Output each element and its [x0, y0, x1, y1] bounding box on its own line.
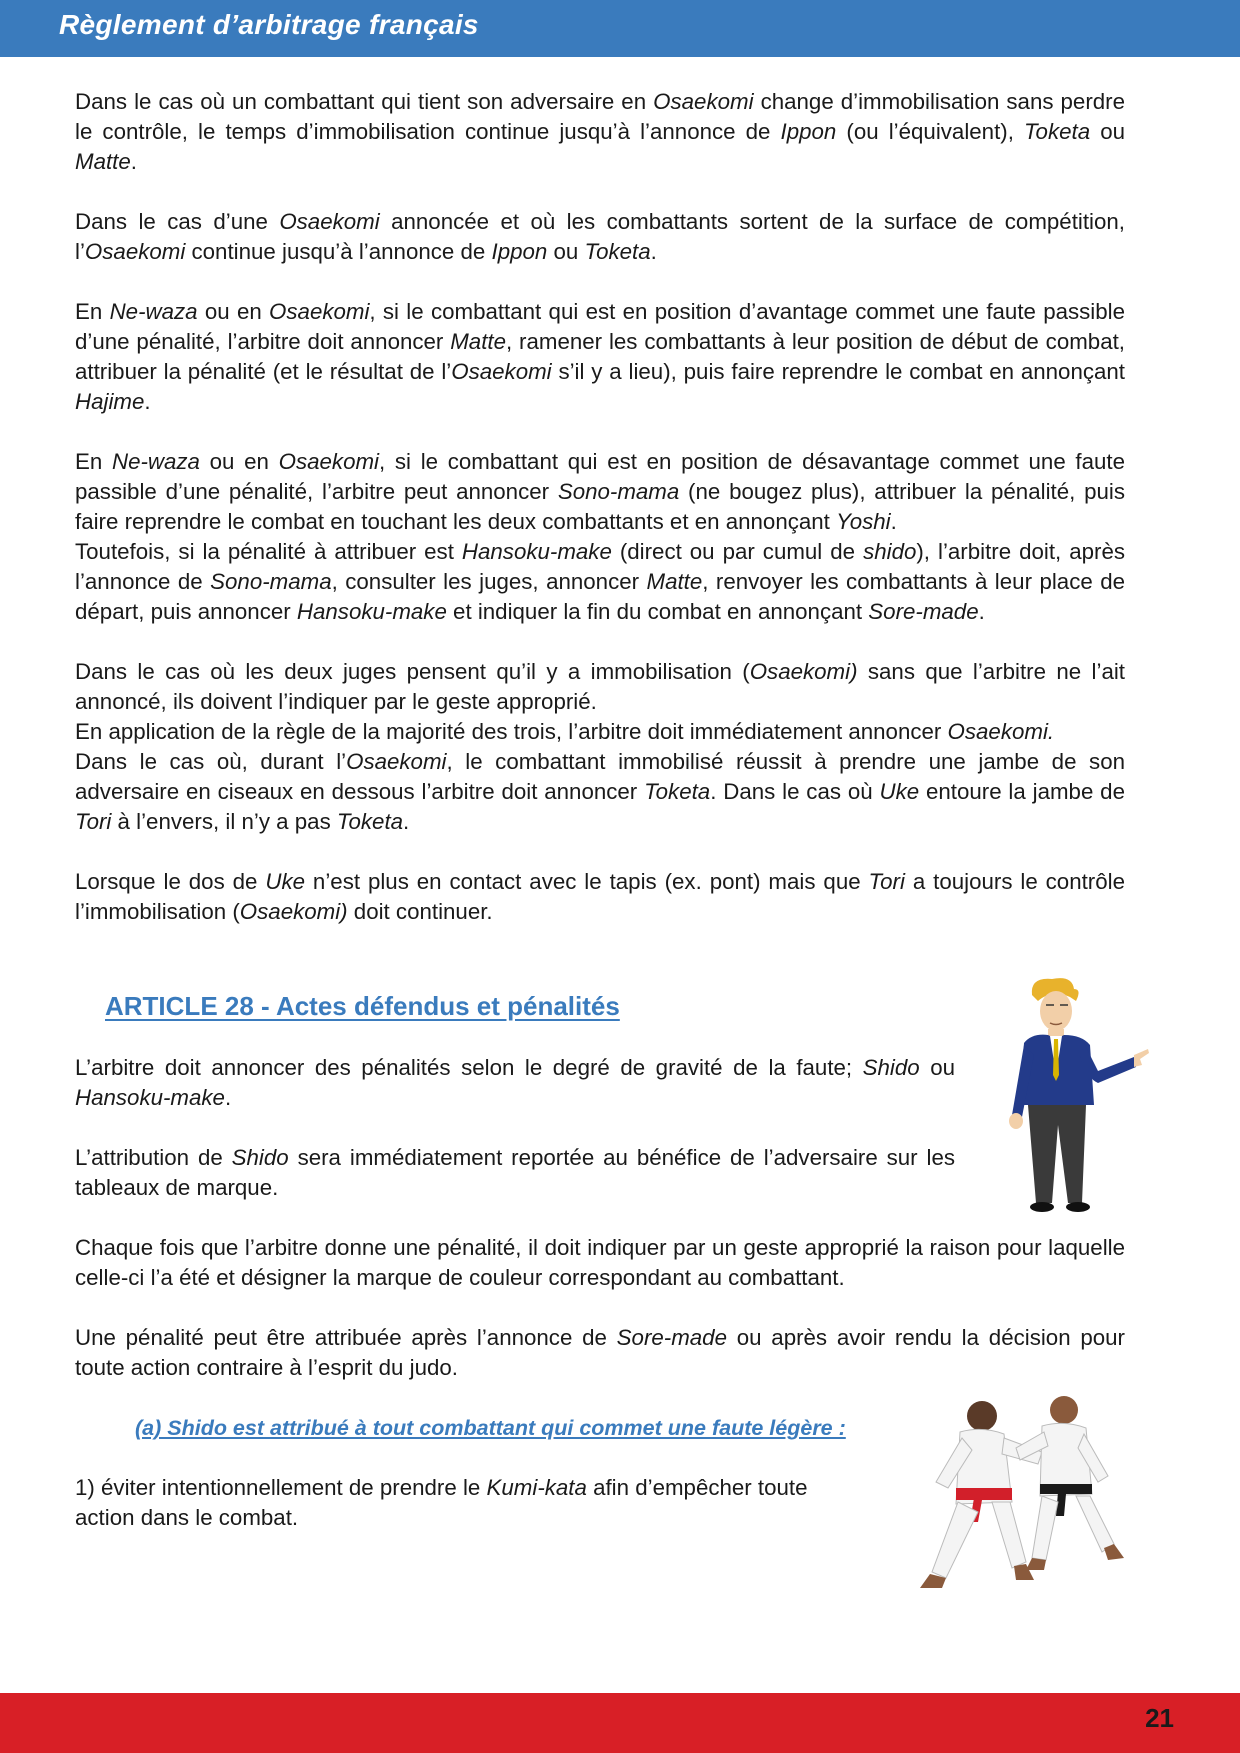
text-run: ou en	[199, 449, 279, 474]
italic-term: Hajime	[75, 389, 145, 414]
italic-term: Uke	[879, 779, 920, 804]
italic-term: Osaekomi	[84, 239, 186, 264]
paragraph	[75, 87, 1125, 177]
article-title: ARTICLE 28 - Actes défendus et pénalités	[105, 991, 620, 1021]
text-run: .	[650, 239, 657, 264]
text-run: .	[403, 809, 410, 834]
text-run: Dans le cas d’une	[75, 209, 280, 234]
italic-term: Osaekomi	[279, 209, 380, 234]
italic-term: Kumi-kata	[486, 1475, 587, 1500]
text-run: ou	[919, 1055, 955, 1080]
text-run: ou en	[197, 299, 270, 324]
paragraph	[75, 1053, 955, 1113]
subheading: (a) Shido est attribué à tout combattant qui commet une faute légère :	[135, 1416, 846, 1440]
italic-term: shido	[863, 539, 917, 564]
text-run: En application de la règle de la majorité des trois, l’arbitre doit immédiatement annoncer	[75, 719, 948, 744]
italic-term: Hansoku-make	[296, 599, 447, 624]
italic-term: Tori	[868, 869, 905, 894]
header-title: Règlement d’arbitrage français	[59, 9, 479, 40]
paragraph	[75, 1143, 955, 1203]
text-run: 1) éviter intentionnellement de prendre le	[75, 1475, 487, 1500]
text-run: doit continuer.	[347, 899, 493, 924]
text-run: Une pénalité peut être attribuée après l’annonce de	[75, 1325, 617, 1350]
text-run: ), l’arbitre doit, après l’annonce de	[75, 539, 1125, 594]
page-content	[75, 87, 1125, 1563]
italic-term: Ippon	[780, 119, 837, 144]
italic-term: Osaekomi	[653, 89, 754, 114]
paragraph	[75, 537, 1125, 627]
italic-term: Ne-waza	[109, 299, 198, 324]
italic-term: Sore-made	[868, 599, 979, 624]
italic-term: Toketa	[644, 779, 711, 804]
text-run: entoure la jambe de	[919, 779, 1125, 804]
italic-term: Osaekomi	[269, 299, 370, 324]
paragraph	[75, 657, 1125, 717]
text-run: n’est plus en contact avec le tapis (ex. pont) mais que	[305, 869, 869, 894]
italic-term: Hansoku-make	[461, 539, 612, 564]
italic-term: Matte	[450, 329, 506, 354]
text-run: annoncée et où les combattants sortent de la surface de compétition, l’	[75, 209, 1125, 264]
text-run: Dans le cas où, durant l’	[75, 749, 347, 774]
text-run: En	[75, 449, 112, 474]
text-run: . Dans le cas où	[710, 779, 880, 804]
italic-term: Matte	[75, 149, 131, 174]
italic-term: Osaekomi)	[239, 899, 348, 924]
text-run: (ne bougez plus), attribuer la pénalité, puis faire reprendre le combat en touchant les deux combattants et en annonçant	[75, 479, 1125, 534]
italic-term: Toketa	[584, 239, 651, 264]
text-run: .	[890, 509, 897, 534]
italic-term: Osaekomi	[346, 749, 447, 774]
text-run: Chaque fois que l’arbitre donne une pénalité, il doit indiquer par un geste approprié la raison pour laquelle celle-ci l’a été et désigner la marque de couleur correspondant au combattant.	[75, 1235, 1125, 1290]
italic-term: Sore-made	[616, 1325, 727, 1350]
italic-term: Yoshi	[836, 509, 891, 534]
text-run: (direct ou par cumul de	[611, 539, 864, 564]
text-run: et indiquer la fin du combat en annonçant	[446, 599, 869, 624]
text-run: (ou l’équivalent),	[836, 119, 1024, 144]
text-run: , si le combattant qui est en position d’avantage commet une faute passible d’une pénalité, l’arbitre doit annoncer	[75, 299, 1126, 354]
text-run: à l’envers, il n’y a pas	[111, 809, 337, 834]
italic-term: Sono-mama	[557, 479, 680, 504]
italic-term: Sono-mama	[210, 569, 332, 594]
italic-term: Shido	[231, 1145, 289, 1170]
text-run: .	[130, 149, 137, 174]
paragraph	[75, 207, 1125, 267]
italic-term: Ippon	[491, 239, 548, 264]
text-run: , ramener les combattants à leur position de début de combat, attribuer la pénalité (et le résultat de l’	[75, 329, 1125, 384]
text-run: ou	[1090, 119, 1125, 144]
text-run: Lorsque le dos de	[75, 869, 266, 894]
text-run: En	[75, 299, 110, 324]
text-run: Dans le cas où les deux juges pensent qu’il y a immobilisation (	[75, 659, 750, 684]
paragraph	[75, 867, 1125, 927]
italic-term: Tori	[75, 809, 112, 834]
paragraph	[75, 1323, 1125, 1383]
list-item	[75, 1473, 855, 1533]
text-run: ou	[547, 239, 585, 264]
text-run: .	[144, 389, 151, 414]
text-run: s’il y a lieu), puis faire reprendre le combat en annonçant	[551, 359, 1125, 384]
paragraph	[75, 1233, 1125, 1293]
text-run: , renvoyer les combattants à leur place de départ, puis annoncer	[75, 569, 1125, 624]
text-run: afin d’empêcher toute action dans le combat.	[75, 1475, 808, 1530]
italic-term: Ne-waza	[111, 449, 200, 474]
page-header	[0, 0, 1240, 57]
text-run: Toutefois, si la pénalité à attribuer est	[75, 539, 462, 564]
text-run: .	[224, 1085, 232, 1110]
page-footer	[0, 1693, 1240, 1753]
italic-term: Shido	[862, 1055, 920, 1080]
referee-illustration	[1002, 975, 1150, 1215]
text-run: .	[978, 599, 985, 624]
text-run: , le combattant immobilisé réussit à prendre une jambe de son adversaire en ciseaux en dessous l’arbitre doit annoncer	[75, 749, 1125, 804]
text-run: , si le combattant qui est en position de désavantage commet une faute passible d’une pénalité, l’arbitre peut annoncer	[75, 449, 1126, 504]
italic-term: Osaekomi	[451, 359, 552, 384]
paragraph	[75, 447, 1125, 537]
italic-term: Toketa	[336, 809, 404, 834]
italic-term: Toketa	[1023, 119, 1091, 144]
page-number: 21	[1145, 1703, 1174, 1733]
text-run: ou après avoir rendu la décision pour toute action contraire à l’esprit du judo.	[75, 1325, 1125, 1380]
text-run: sera immédiatement reportée au bénéfice de l’adversaire sur les tableaux de marque.	[75, 1145, 956, 1200]
text-run: continue jusqu’à l’annonce de	[185, 239, 492, 264]
text-run: a toujours le contrôle l’immobilisation (	[75, 869, 1125, 924]
paragraph	[75, 297, 1125, 417]
italic-term: Uke	[265, 869, 306, 894]
italic-term: Osaekomi.	[947, 719, 1055, 744]
judo-players-illustration	[912, 1392, 1130, 1604]
paragraph	[75, 717, 1125, 747]
italic-term: Hansoku-make	[75, 1085, 225, 1110]
italic-term: Matte	[646, 569, 703, 594]
text-run: L’arbitre doit annoncer des pénalités selon le degré de gravité de la faute;	[75, 1055, 863, 1080]
text-run: L’attribution de	[75, 1145, 232, 1170]
paragraph	[75, 747, 1125, 837]
italic-term: Osaekomi)	[749, 659, 858, 684]
text-run: change d’immobilisation sans perdre le contrôle, le temps d’immobilisation continue jusqu’à l’annonce de	[75, 89, 1125, 144]
italic-term: Osaekomi	[278, 449, 380, 474]
text-run: , consulter les juges, annoncer	[331, 569, 647, 594]
text-run: sans que l’arbitre ne l’ait annoncé, ils doivent l’indiquer par le geste approprié.	[75, 659, 1125, 714]
text-run: Dans le cas où un combattant qui tient son adversaire en	[75, 89, 654, 114]
